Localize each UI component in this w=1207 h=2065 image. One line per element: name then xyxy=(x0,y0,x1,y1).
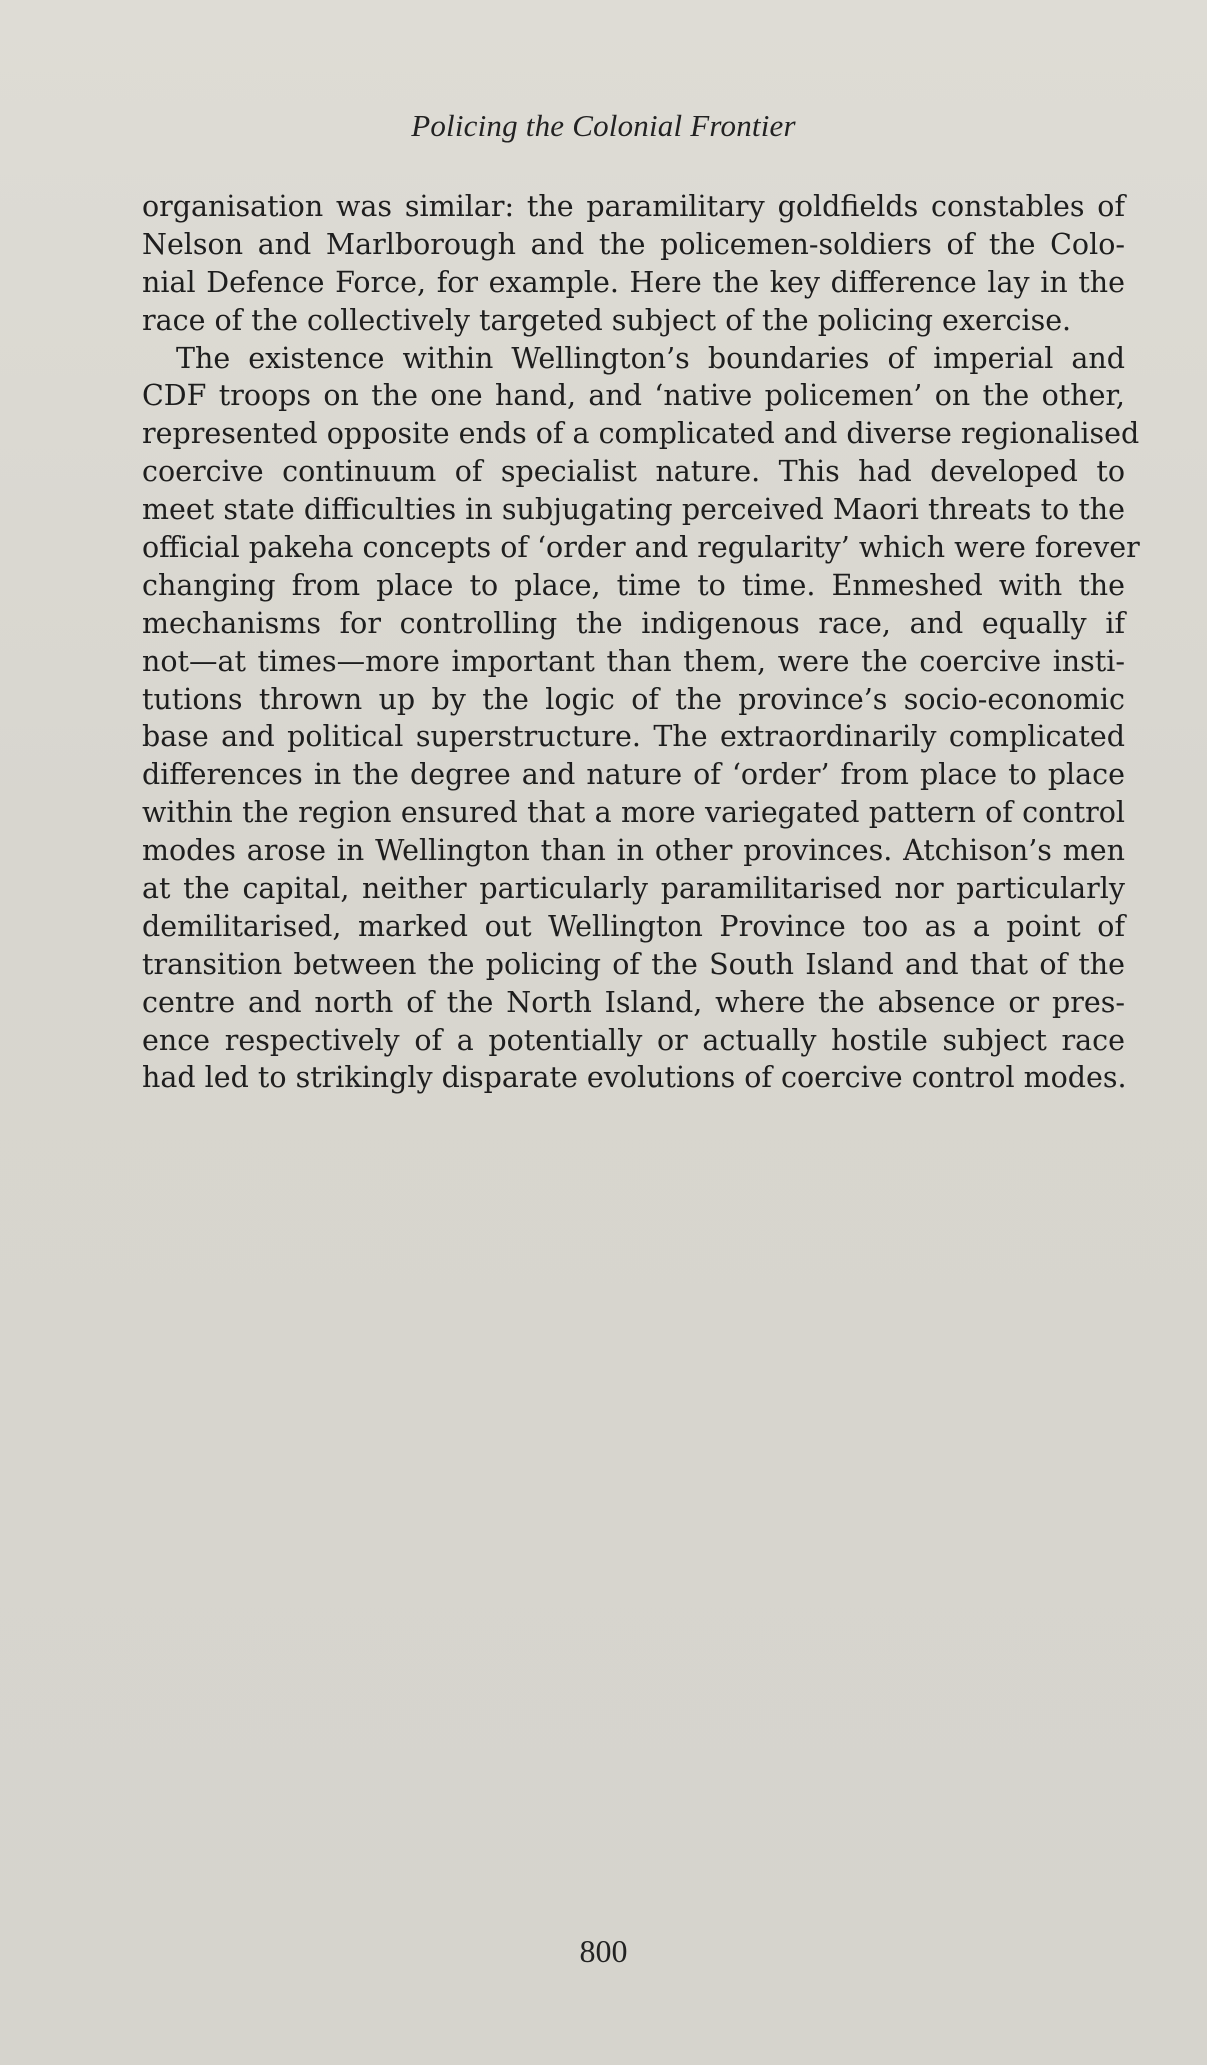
text-line: nial Defence Force, for example. Here the key difference lay in the xyxy=(142,265,1125,299)
body-text xyxy=(142,188,1140,1097)
text-line: modes arose in Wellington than in other provinces. Atchison’s men xyxy=(142,834,1125,868)
text-line: mechanisms for controlling the indigenous race, and equally if xyxy=(142,606,1125,640)
text-line: changing from place to place, time to time. Enmeshed with the xyxy=(142,568,1125,602)
running-head: Policing the Colonial Frontier xyxy=(411,108,796,143)
page-number: 800 xyxy=(579,1933,628,1969)
text-line: coercive continuum of specialist nature. This had developed to xyxy=(142,455,1125,489)
text-line: tutions thrown up by the logic of the province’s socio-economic xyxy=(142,682,1125,716)
text-line: organisation was similar: the paramilitary goldfields constables of xyxy=(142,190,1125,223)
text-line: within the region ensured that a more variegated pattern of control xyxy=(142,796,1125,830)
text-line: differences in the degree and nature of ‘order’ from place to place xyxy=(142,758,1125,792)
text-line: had led to strikingly disparate evolutions of coercive control modes. xyxy=(142,1061,1127,1095)
text-line: demilitarised, marked out Wellington Province too as a point of xyxy=(142,909,1125,943)
text-line: at the capital, neither particularly paramilitarised nor particularly xyxy=(142,872,1125,906)
text-line: meet state difficulties in subjugating perceived Maori threats to the xyxy=(142,493,1125,527)
text-line: represented opposite ends of a complicated and diverse regionalised xyxy=(142,417,1140,451)
text-line: CDF troops on the one hand, and ‘native policemen’ on the other, xyxy=(142,379,1125,413)
text-line: base and political superstructure. The extraordinarily complicated xyxy=(142,720,1125,754)
text-line: Nelson and Marlborough and the policemen-soldiers of the Colo- xyxy=(142,227,1125,261)
text-line: The existence within Wellington’s boundaries of imperial and xyxy=(176,341,1125,375)
text-line: ence respectively of a potentially or actually hostile subject race xyxy=(142,1023,1125,1057)
text-line: centre and north of the North Island, where the absence or pres- xyxy=(142,985,1125,1019)
text-line: transition between the policing of the South Island and that of the xyxy=(142,947,1125,981)
text-line: not—at times—more important than them, were the coercive insti- xyxy=(142,644,1125,678)
text-line: official pakeha concepts of ‘order and regularity’ which were forever xyxy=(142,531,1140,565)
text-line: race of the collectively targeted subject of the policing exercise. xyxy=(142,303,1072,337)
